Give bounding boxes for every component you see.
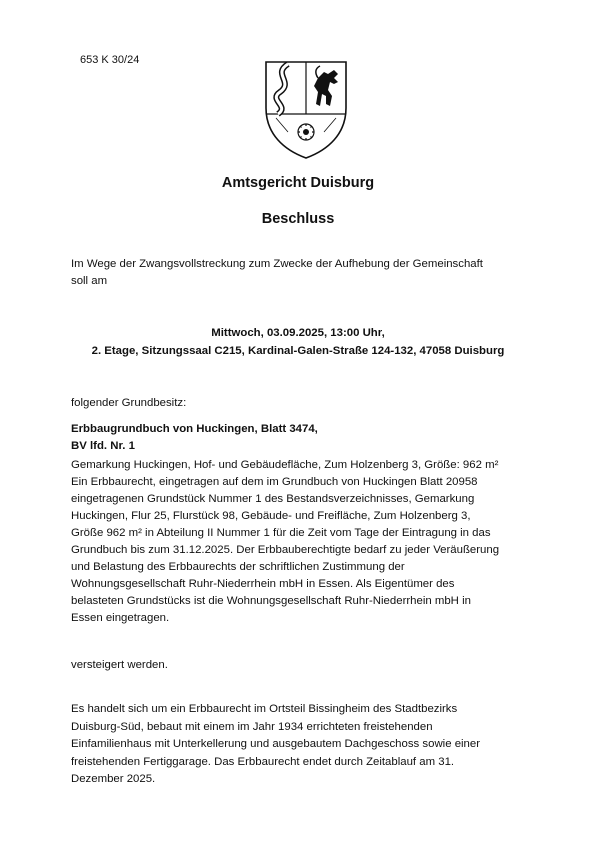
description-line: Grundbuch bis zum 31.12.2025. Der Erbbauberechtigte bedarf zu jeder Veräußerung — [71, 544, 500, 556]
description-line: Ein Erbbaurecht, eingetragen auf dem im Grundbuch von Huckingen Blatt 20958 — [71, 476, 478, 488]
property-description — [71, 457, 541, 627]
intro-line: soll am — [71, 275, 108, 287]
description-line: Größe 962 m² in Abteilung II Nummer 1 für die Zeit vom Tage der Eintragung in das — [71, 527, 491, 539]
registry-line: BV lfd. Nr. 1 — [71, 440, 135, 452]
intro-line: Im Wege der Zwangsvollstreckung zum Zwecke der Aufhebung der Gemeinschaft — [71, 258, 483, 270]
details-line: freistehenden Fertiggarage. Das Erbbaurecht endet durch Zeitablauf am 31. — [71, 755, 455, 768]
description-line: Gemarkung Huckingen, Hof- und Gebäudefläche, Zum Holzenberg 3, Größe: 962 m² — [71, 459, 499, 471]
auction-statement: versteigert werden. — [71, 659, 168, 671]
property-label: folgender Grundbesitz: — [71, 397, 187, 409]
details-line: Es handelt sich um ein Erbbaurecht im Ortsteil Bissingheim des Stadtbezirks — [71, 703, 458, 715]
registry-line: Erbbaugrundbuch von Huckingen, Blatt 3474, — [71, 423, 318, 435]
details-line: Dezember 2025. — [71, 773, 156, 785]
description-line: Huckingen, Flur 25, Flurstück 98, Gebäude- und Freifläche, Zum Holzenberg 3, — [71, 510, 471, 522]
details-line: Einfamilienhaus mit Unterkellerung und ausgebautem Dachgeschoss sowie einer — [71, 738, 481, 750]
property-details-paragraph — [71, 701, 541, 789]
description-line: Essen eingetragen. — [71, 612, 170, 624]
registry-reference — [71, 421, 318, 455]
details-line: Duisburg-Süd, bebaut mit einem im Jahr 1934 errichteten freistehenden — [71, 720, 433, 733]
description-line: eingetragenen Grundstück Nummer 1 des Bestandsverzeichnisses, Gemarkung — [71, 493, 475, 505]
court-name: Amtsgericht Duisburg — [221, 175, 375, 191]
appointment-date: Mittwoch, 03.09.2025, 13:00 Uhr, — [211, 327, 385, 339]
description-line: und Belastung des Erbbaurechts der schriftlichen Zustimmung der — [71, 561, 405, 573]
description-line: Wohnungsgesellschaft Ruhr-Niederrhein mbH in Essen. Als Eigentümer des — [71, 578, 455, 590]
nrw-coat-of-arms-icon — [258, 52, 354, 162]
description-line: belasteten Grundstücks ist die Wohnungsgesellschaft Ruhr-Niederrhein mbH in — [71, 595, 471, 607]
case-number: 653 K 30/24 — [80, 54, 140, 66]
intro-paragraph — [71, 256, 531, 290]
appointment-location: 2. Etage, Sitzungssaal C215, Kardinal-Galen-Straße 124-132, 47058 Duisburg — [91, 345, 505, 357]
document-title: Beschluss — [261, 211, 335, 227]
